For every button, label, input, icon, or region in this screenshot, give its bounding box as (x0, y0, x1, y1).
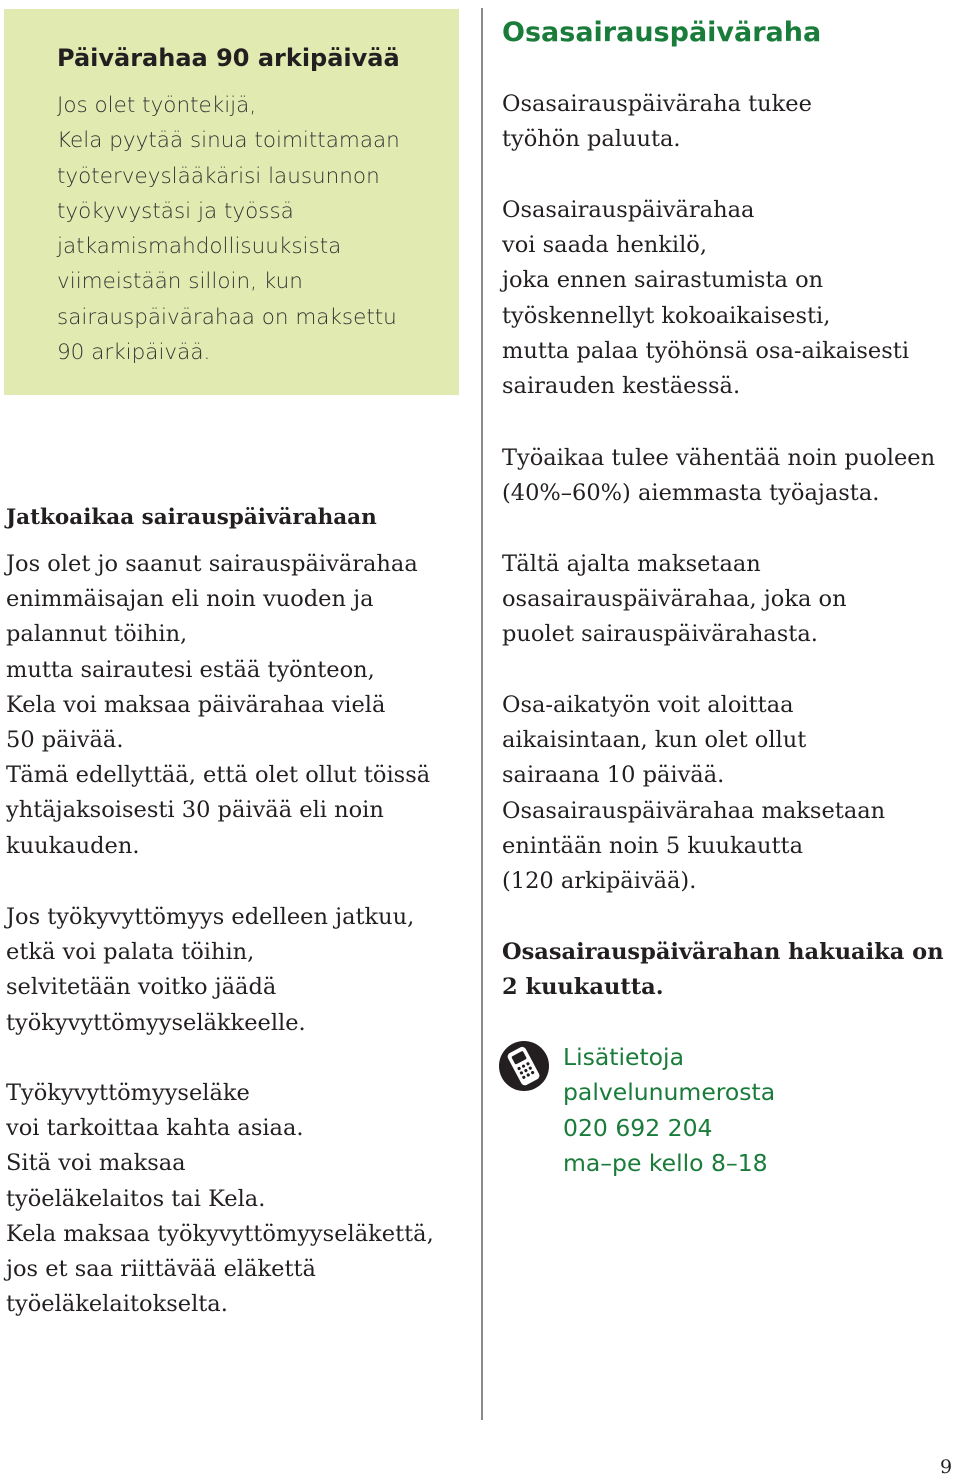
right-paragraph-4: Tältä ajalta maksetaan osasairauspäivärahaa, joka on puolet sairauspäivärahasta. (502, 551, 847, 648)
right-paragraph-1: Osasairauspäiväraha tukee työhön paluuta. (502, 91, 812, 153)
left-paragraph-2: Jos työkyvyttömyys edelleen jatkuu, etkä voi palata töihin, selvitetään voitko jäädä työkyvyttömyyseläkkeelle. (6, 904, 415, 1036)
section-title-osasairauspaivaraha: Osasairauspäiväraha (502, 17, 822, 48)
box-text: Jos olet työntekijä, Kela pyytää sinua toimittamaan työterveyslääkärisi lausunnon työkyvystäsi ja työssä jatkamismahdollisuuksista viimeistään silloin, kun sairauspäivärahaa on maksettu 90 arkipäivää. (57, 93, 400, 366)
right-paragraph-application-time: Osasairauspäivärahan hakuaika on 2 kuukautta. (502, 939, 944, 1001)
section-title-jatkoaika: Jatkoaikaa sairauspäivärahaan (6, 505, 377, 530)
right-paragraph-3: Työaikaa tulee vähentää noin puoleen (40%–60%) aiemmasta työajasta. (502, 445, 936, 507)
column-divider (481, 8, 483, 1420)
phone-icon (498, 1040, 550, 1092)
service-number-info (563, 1040, 775, 1181)
info-line-2: palvelunumerosta (563, 1078, 776, 1107)
box-title: Päivärahaa 90 arkipäivää (57, 44, 400, 72)
left-paragraph-1: Jos olet jo saanut sairauspäivärahaa enimmäisajan eli noin vuoden ja palannut töihin, mutta sairautesi estää työnteon, Kela voi maksaa päivärahaa vielä 50 päivää. Tämä edellyttää, että olet ollut töissä yhtäjaksoisesti 30 päivää eli noin kuukauden. (6, 551, 431, 859)
info-line-1: Lisätietoja (563, 1043, 684, 1071)
right-paragraph-5: Osa-aikatyön voit aloittaa aikaisintaan, kun olet ollut sairaana 10 päivää. Osasairauspäivärahaa maksetaan enintään noin 5 kuukautta (120 arkipäivää). (502, 692, 886, 895)
right-paragraph-2: Osasairauspäivärahaa voi saada henkilö, joka ennen sairastumista on työskennellyt kokoaikaisesti, mutta palaa työhönsä osa-aikaisesti sairauden kestäessä. (502, 197, 910, 400)
opening-hours: ma–pe kello 8–18 (563, 1148, 768, 1177)
left-paragraph-3: Työkyvyttömyyseläke voi tarkoittaa kahta asiaa. Sitä voi maksaa työeläkelaitos tai Kela. Kela maksaa työkyvyttömyyseläkettä, jos et saa riittävää eläkettä työeläkelaitokselta. (6, 1080, 434, 1318)
page-number: 9 (940, 1456, 953, 1478)
service-phone-number: 020 692 204 (563, 1113, 713, 1142)
